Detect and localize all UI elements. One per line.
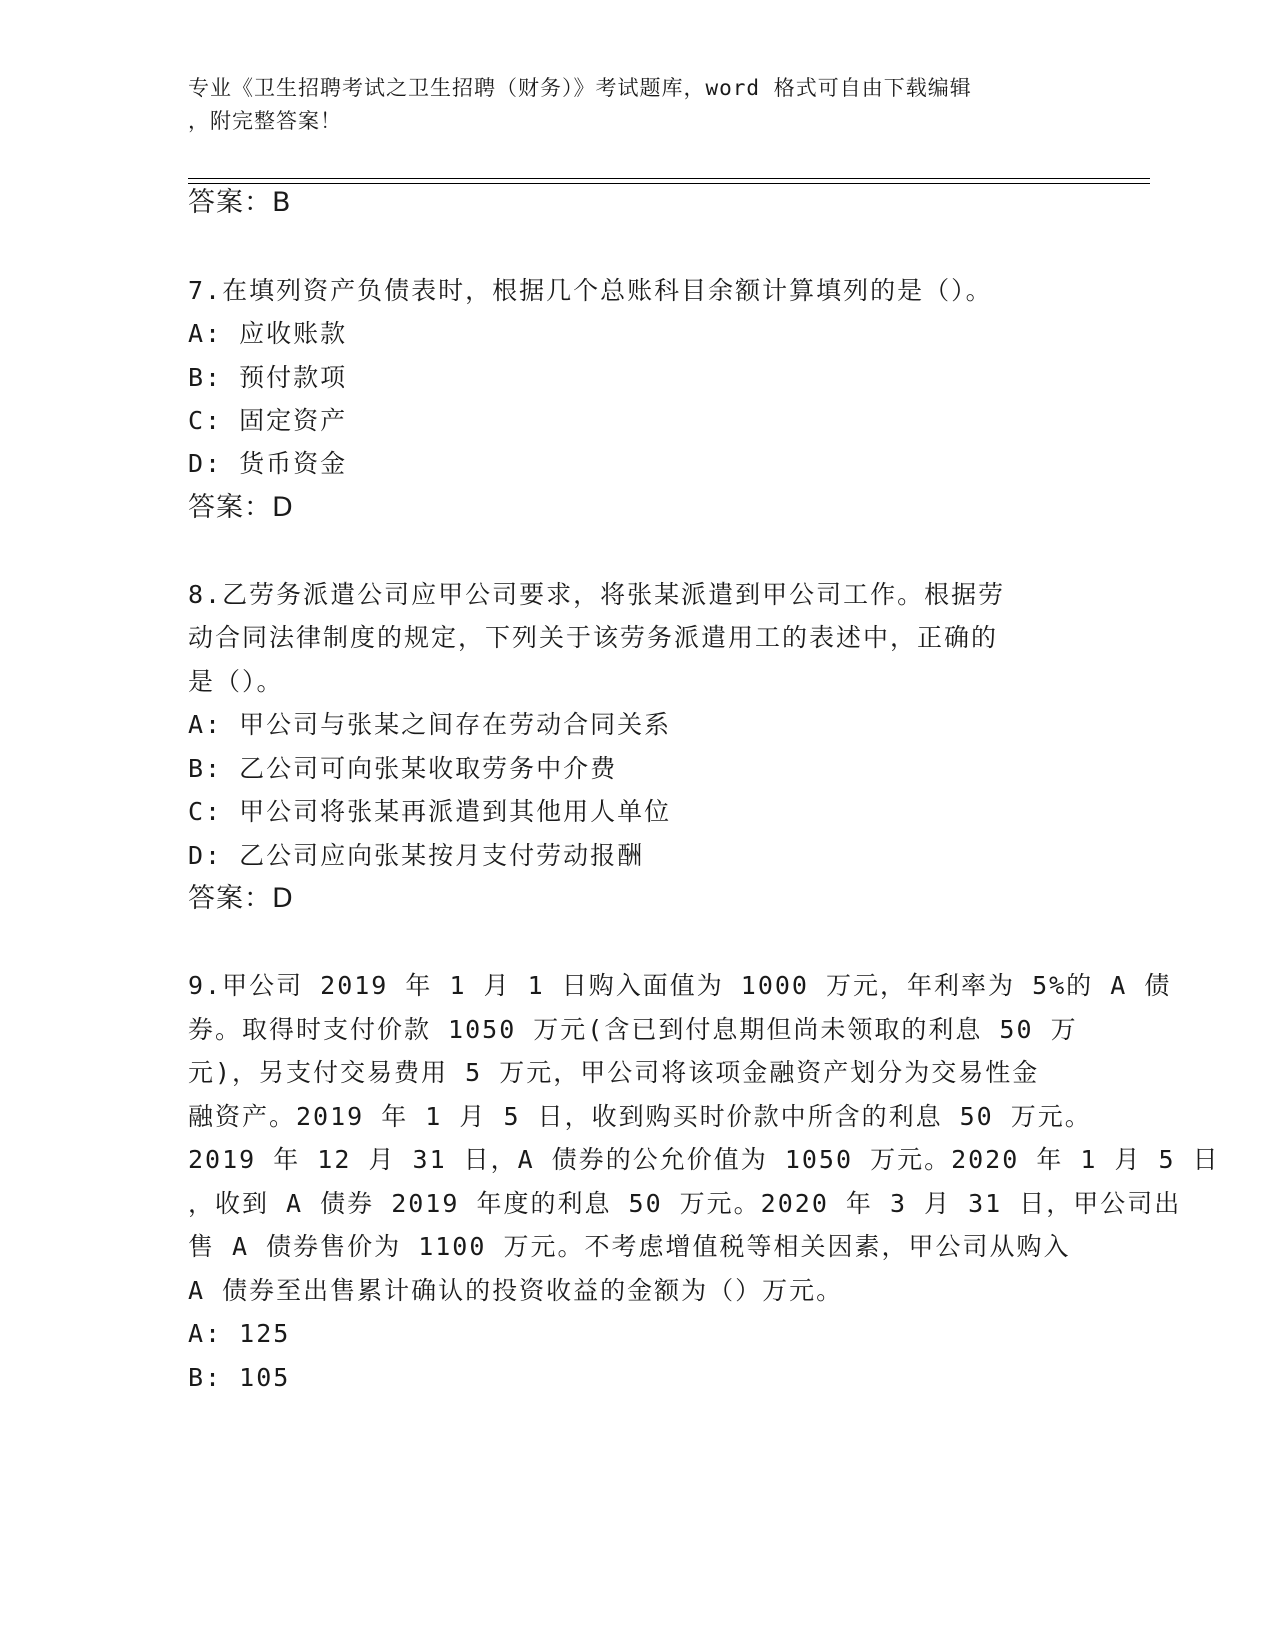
q9-option-b: B: 105	[188, 1363, 291, 1392]
q8-stem-line-3: 是（）。	[188, 667, 284, 696]
answer-q8: 答案：D	[188, 883, 294, 914]
q7-option-a: A: 应收账款	[188, 319, 348, 348]
q7-option-d: D: 货币资金	[188, 449, 348, 478]
header-line-2: ，附完整答案！	[188, 109, 342, 133]
q9-stem-line-1: 9.甲公司 2019 年 1 月 1 日购入面值为 1000 万元，年利率为 5%的 A 债	[188, 971, 1172, 1000]
q9-stem-line-2: 券。取得时支付价款 1050 万元(含已到付息期但尚未领取的利息 50 万	[188, 1015, 1078, 1044]
q7-option-b: B: 预付款项	[188, 363, 348, 392]
q9-stem-line-3: 元)，另支付交易费用 5 万元，甲公司将该项金融资产划分为交易性金	[188, 1058, 1040, 1087]
q7-stem: 7.在填列资产负债表时，根据几个总账科目余额计算填列的是（）。	[188, 276, 993, 305]
header-divider-bottom	[188, 183, 1150, 184]
header-divider-top	[188, 178, 1150, 179]
document-header	[188, 72, 1068, 138]
answer-q6: 答案：B	[188, 187, 292, 218]
answer-q7: 答案：D	[188, 492, 294, 523]
q9-stem-line-7: 售 A 债券售价为 1100 万元。不考虑增值税等相关因素，甲公司从购入	[188, 1232, 1071, 1261]
q9-stem-line-4: 融资产。2019 年 1 月 5 日，收到购买时价款中所含的利息 50 万元。	[188, 1102, 1092, 1131]
q8-option-a: A: 甲公司与张某之间存在劳动合同关系	[188, 710, 672, 739]
q8-option-d: D: 乙公司应向张某按月支付劳动报酬	[188, 841, 645, 870]
q8-stem-line-1: 8.乙劳务派遣公司应甲公司要求，将张某派遣到甲公司工作。根据劳	[188, 580, 1006, 609]
q8-option-b: B: 乙公司可向张某收取劳务中介费	[188, 754, 618, 783]
q8-option-c: C: 甲公司将张某再派遣到其他用人单位	[188, 797, 672, 826]
q9-stem-line-8: A 债券至出售累计确认的投资收益的金额为（）万元。	[188, 1276, 844, 1305]
q7-option-c: C: 固定资产	[188, 406, 348, 435]
q9-option-a: A: 125	[188, 1319, 291, 1348]
q9-stem-line-5: 2019 年 12 月 31 日，A 债券的公允价值为 1050 万元。2020 年 1 月 5 日	[188, 1145, 1220, 1174]
header-line-1: 专业《卫生招聘考试之卫生招聘（财务）》考试题库，word 格式可自由下载编辑	[188, 76, 972, 100]
q9-stem-line-6: ，收到 A 债券 2019 年度的利息 50 万元。2020 年 3 月 31 日，甲公司出	[188, 1189, 1182, 1218]
q8-stem-line-2: 动合同法律制度的规定，下列关于该劳务派遣用工的表述中，正确的	[188, 623, 999, 652]
